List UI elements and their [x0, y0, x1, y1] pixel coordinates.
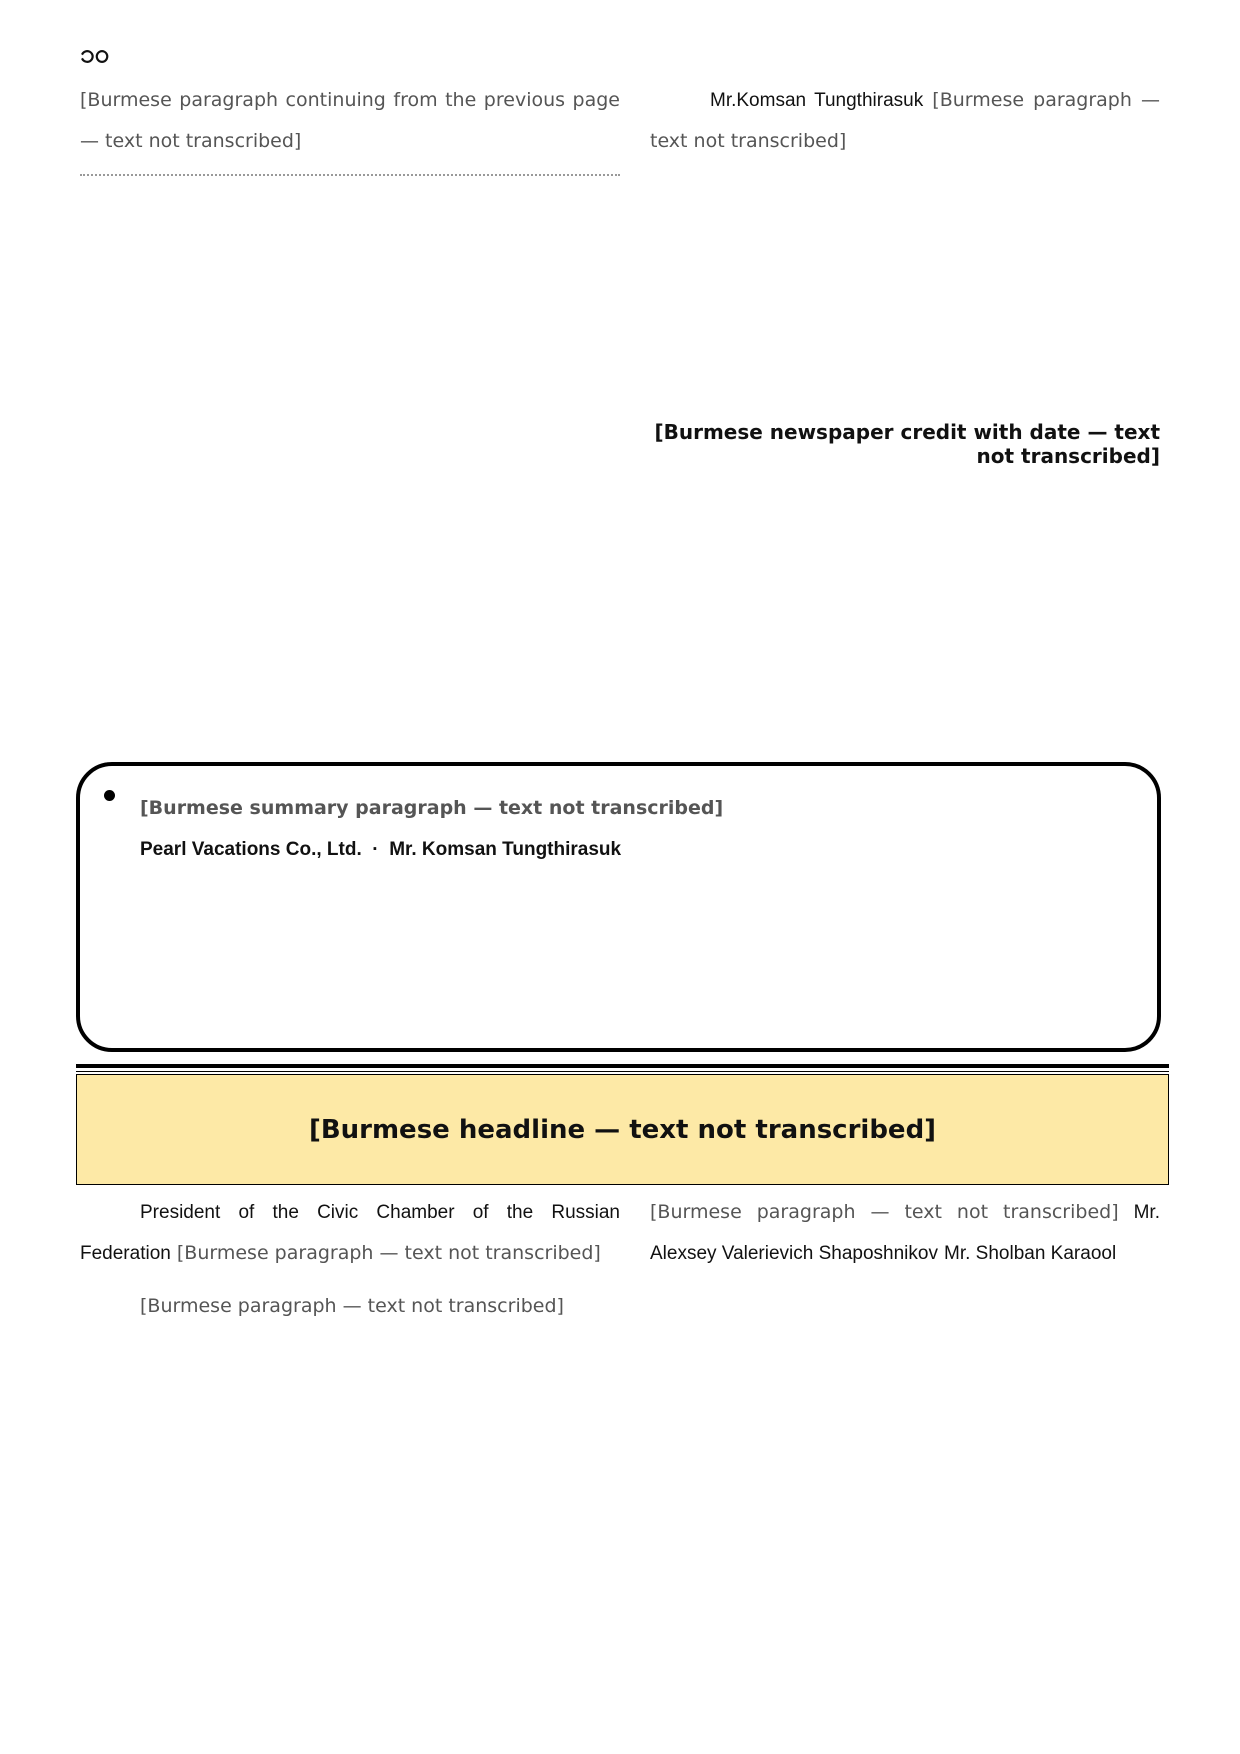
- summary-box: [76, 762, 1161, 1052]
- placeholder-rule: [80, 174, 620, 176]
- summary-names: Pearl Vacations Co., Ltd. · Mr. Komsan Tungthirasuk: [140, 839, 622, 860]
- source-credit: [Burmese newspaper credit with date — text not transcribed]: [654, 420, 1160, 468]
- top-left-paragraph: [Burmese paragraph continuing from the previous page — text not transcribed]: [80, 89, 620, 152]
- section-divider: [76, 1064, 1169, 1068]
- top-left-column: [80, 80, 620, 176]
- bottom-left-column: [80, 1192, 620, 1327]
- article-headline: [76, 1074, 1169, 1185]
- company-name: Pearl Vacations Co., Ltd.: [140, 839, 362, 860]
- summary-text: [140, 790, 1117, 868]
- top-right-column: [650, 80, 1160, 162]
- bottom-right-column: [650, 1192, 1160, 1274]
- page-number: ၁၀: [80, 39, 110, 69]
- person-name-2: Mr. Sholban Karaool: [944, 1243, 1117, 1264]
- person-name: Mr.Komsan Tungthirasuk: [710, 90, 924, 111]
- bottom-right-paragraph: [Burmese paragraph — text not transcribed]: [650, 1201, 1119, 1223]
- person-name-1: Mr. Alexsey Valerievich Shaposhnikov: [650, 1202, 1160, 1264]
- headline-text: [Burmese headline — text not transcribed]: [308, 1114, 937, 1145]
- bullet-icon: [104, 790, 115, 801]
- person-name: Mr. Komsan Tungthirasuk: [389, 839, 622, 860]
- top-right-paragraph: [Burmese paragraph — text not transcribed]: [650, 89, 1160, 152]
- bottom-left-paragraph-1: [Burmese paragraph — text not transcribed]: [176, 1242, 601, 1264]
- summary-paragraph: [Burmese summary paragraph — text not transcribed]: [140, 797, 724, 819]
- organization-name: President of the Civic Chamber of the Russian Federation: [80, 1202, 620, 1264]
- bottom-left-paragraph-2: [Burmese paragraph — text not transcribed]: [140, 1295, 564, 1317]
- section-divider-thin: [76, 1071, 1169, 1072]
